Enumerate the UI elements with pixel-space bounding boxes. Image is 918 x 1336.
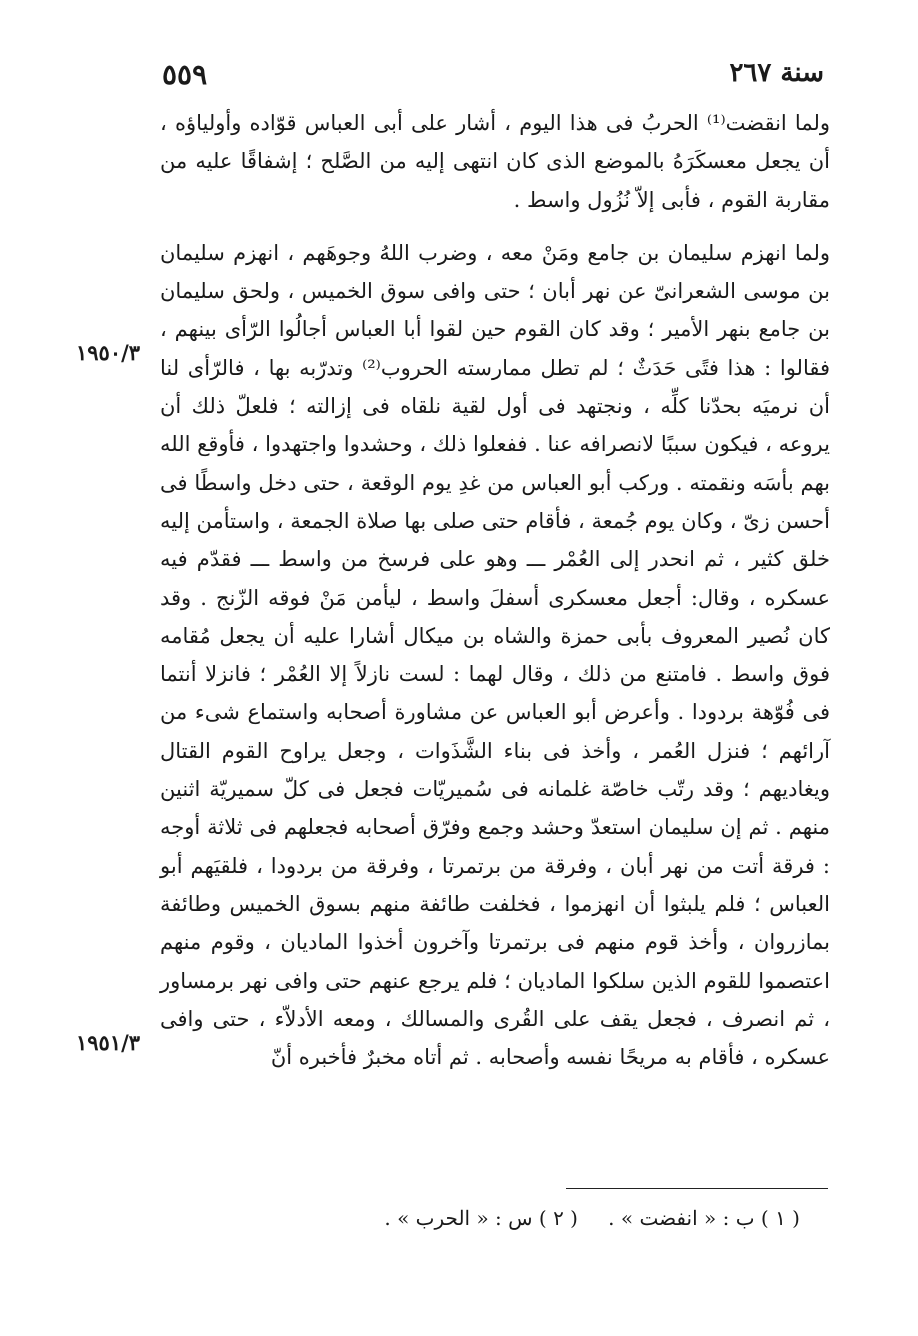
footnotes bbox=[300, 1200, 800, 1234]
page-header bbox=[0, 52, 918, 92]
footnote: ( ١ ) ب : « انفضت » . bbox=[608, 1206, 800, 1230]
main-text bbox=[160, 104, 830, 1076]
footnote-divider bbox=[566, 1188, 828, 1189]
running-head-year: سنة ٢٦٧ bbox=[729, 58, 824, 88]
paragraph: ولما انقضت⁽¹⁾ الحربُ فى هذا اليوم ، أشار على أبى العباس قوّاده وأولياؤه ، أن يجعل معسكَرَهُ بالموضع الذى كان انتهى إليه من الصَّلح ؛ إشفاقًا عليه من مقاربة القوم ، فأبى إلاّ نُزُول واسط . bbox=[160, 111, 831, 212]
margin-note-volume-page: ١٩٥١/٣ bbox=[76, 1030, 141, 1055]
footnote: ( ٢ ) س : « الحرب » . bbox=[384, 1206, 578, 1230]
page-number: ٥٥٩ bbox=[162, 58, 208, 91]
margin-note-volume-page: ١٩٥٠/٣ bbox=[76, 340, 141, 365]
paragraph: ولما انهزم سليمان بن جامع ومَنْ معه ، وضرب اللهُ وجوهَهم ، انهزم سليمان بن موسى الشعرانىّ عن نهر أبان ؛ حتى وافى سوق الخميس ، ولحق سليمان بن جامع بنهر الأمير ؛ وقد كان القوم حين لقوا أبا العباس أجالُوا الرّأى بينهم ، فقالوا : هذا فتًى حَدَثٌ ؛ لم تطل ممارسته الحروب⁽²⁾ وتدرّبه بها ، فالرّأى لنا أن نرميَه بحدّنا كلِّه ، ونجتهد فى أول لقية نلقاه فى إزالته ؛ فلعلّ ذلك أن يروعه ، فيكون سببًا لانصرافه عنا . ففعلوا ذلك ، وحشدوا واجتهدوا ، فأوقع الله بهم بأسَه ونقمته . وركب أبو العباس من غدِ يوم الوقعة ، حتى دخل واسطًا فى أحسن زىّ ، وكان يوم جُمعة ، فأقام حتى صلى بها صلاة الجمعة ، واستأمن إليه خلق كثير ، ثم انحدر إلى العُمْر ـــ وهو على فرسخ من واسط ـــ فقدّم فيه عسكره ، وقال: أجعل معسكرى أسفلَ واسط ، ليأمن مَنْ فوقه الزّنج . وقد كان نُصير المعروف بأبى حمزة والشاه بن ميكال أشارا عليه أن يجعل مُقامه فوق واسط . فامتنع من ذلك ، وقال لهما : لست نازلاً إلا العُمْر ؛ فانزلا أنتما فى فُوّهة بردودا . وأعرض أبو العباس عن مشاورة أصحابه واستماع شىء من آرائهم ؛ فنزل العُمر ، وأخذ فى بناء الشَّذَوات ، وجعل يراوح القوم القتال ويغاديهم ؛ وقد رتّب خاصّة غلمانه فى سُميريّات فجعل فى كلّ سميريّة اثنين منهم . ثم إن سليمان استعدّ وحشد وجمع وفرّق أصحابه فجعلهم فى ثلاثة أوجه : فرقة أتت من نهر أبان ، وفرقة من برتمرتا ، وفرقة من بردودا ، فلقيَهم أبو العباس ؛ فلم يلبثوا أن انهزموا ، فخلفت طائفة منهم بسوق الخميس وطائفة بمازروان ، وأخذ قوم منهم فى برتمرتا وآخرون أخذوا الماديان ، وقوم منهم اعتصموا للقوم الذين سلكوا الماديان ؛ فلم يرجع عنهم حتى وافى نهر برمساور ، ثم انصرف ، فجعل يقف على القُرى والمسالك ، ومعه الأدلاّء ، حتى وافى عسكره ، فأقام به مريحًا نفسه وأصحابه . ثم أتاه مخبرٌ فأخبره أنّ bbox=[160, 240, 830, 1070]
